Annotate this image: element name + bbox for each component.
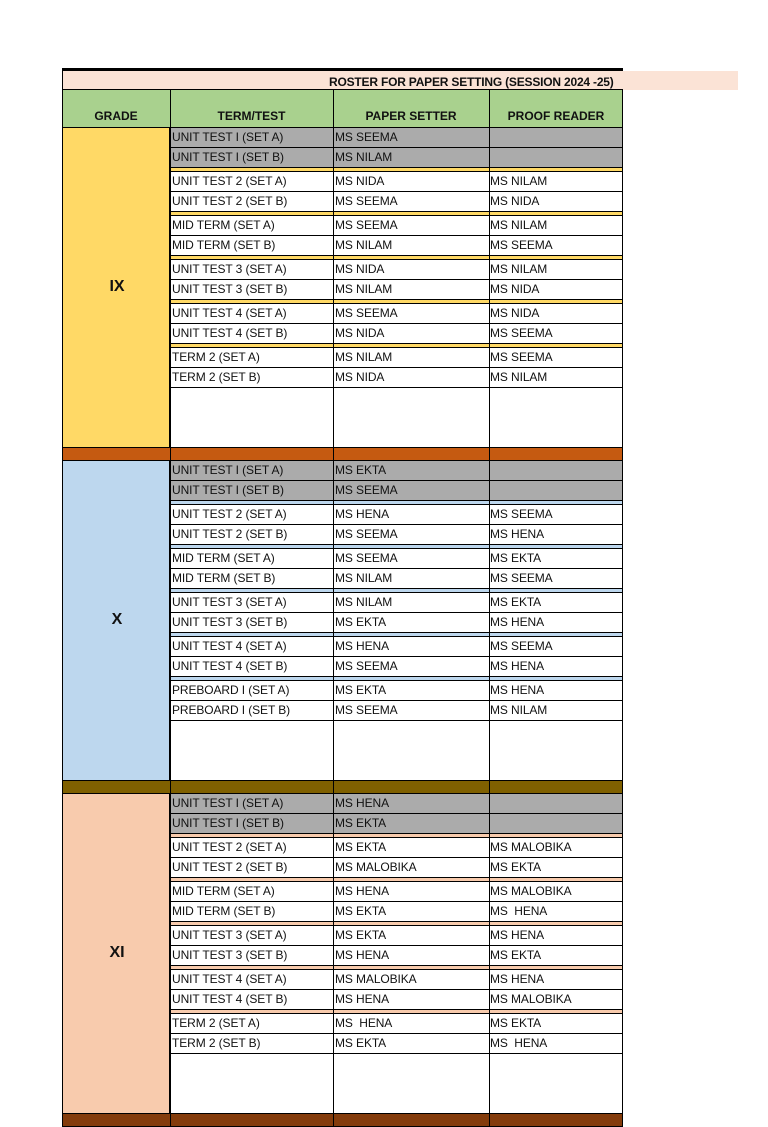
term-cell: UNIT TEST 2 (SET B) xyxy=(172,194,288,208)
grade-term-divider xyxy=(170,89,172,1127)
paper-setter-cell: MS EKTA xyxy=(335,463,387,477)
term-cell: UNIT TEST 2 (SET A) xyxy=(172,507,287,521)
table-row xyxy=(170,172,623,192)
term-cell: UNIT TEST 3 (SET B) xyxy=(172,948,288,962)
proof-reader-cell: MS MALOBIKA xyxy=(490,840,572,854)
grade-label: IX xyxy=(109,277,125,295)
paper-setter-cell: MS SEEMA xyxy=(335,527,398,541)
column-header-proof-reader: PROOF READER xyxy=(507,109,605,123)
table-row xyxy=(170,681,623,701)
paper-setter-cell: MS NILAM xyxy=(335,350,393,364)
term-cell: UNIT TEST 3 (SET A) xyxy=(172,595,287,609)
proof-reader-cell: MS MALOBIKA xyxy=(490,992,572,1006)
term-cell: UNIT TEST I (SET A) xyxy=(172,796,284,810)
proof-reader-cell: MS NILAM xyxy=(490,218,548,232)
table-row xyxy=(170,946,623,966)
table-row xyxy=(170,593,623,613)
proof-reader-cell: MS HENA xyxy=(490,972,544,986)
roster-title: ROSTER FOR PAPER SETTING (SESSION 2024 -25) xyxy=(329,75,614,89)
paper-setter-cell: MS SEEMA xyxy=(335,130,398,144)
term-cell: UNIT TEST 3 (SET A) xyxy=(172,928,287,942)
term-cell: MID TERM (SET A) xyxy=(172,218,275,232)
proof-reader-cell: MS SEEMA xyxy=(490,326,553,340)
paper-setter-cell: MS EKTA xyxy=(335,816,387,830)
table-row xyxy=(170,990,623,1010)
term-cell: TERM 2 (SET B) xyxy=(172,370,261,384)
term-cell: UNIT TEST I (SET B) xyxy=(172,150,284,164)
table-row xyxy=(170,280,623,300)
term-cell: UNIT TEST 4 (SET A) xyxy=(172,639,287,653)
paper-setter-cell: MS EKTA xyxy=(335,904,387,918)
table-row xyxy=(170,481,623,501)
proof-reader-cell: MS NIDA xyxy=(490,282,540,296)
paper-setter-cell: MS NIDA xyxy=(335,262,385,276)
paper-setter-cell: MS SEEMA xyxy=(335,194,398,208)
header-row xyxy=(62,89,623,128)
paper-setter-cell: MS EKTA xyxy=(335,928,387,942)
term-cell: UNIT TEST 2 (SET A) xyxy=(172,840,287,854)
roster-sheet xyxy=(62,68,623,1050)
paper-setter-cell: MS NILAM xyxy=(335,571,393,585)
column-header-paper-setter: PAPER SETTER xyxy=(365,109,457,123)
proof-reader-cell: MS EKTA xyxy=(490,1016,542,1030)
table-row xyxy=(170,525,623,545)
term-cell: PREBOARD I (SET B) xyxy=(172,703,291,717)
paper-setter-cell: MS SEEMA xyxy=(335,483,398,497)
table-row xyxy=(170,657,623,677)
title-bar xyxy=(62,71,738,90)
setter-reader-divider xyxy=(489,89,491,1127)
paper-setter-cell: MS HENA xyxy=(335,948,389,962)
paper-setter-cell: MS HENA xyxy=(335,1016,393,1030)
paper-setter-cell: MS SEEMA xyxy=(335,551,398,565)
proof-reader-cell: MS SEEMA xyxy=(490,507,553,521)
term-cell: UNIT TEST 2 (SET B) xyxy=(172,860,288,874)
table-row xyxy=(170,1014,623,1034)
table-row xyxy=(170,505,623,525)
term-cell: UNIT TEST I (SET A) xyxy=(172,463,284,477)
proof-reader-cell: MS EKTA xyxy=(490,551,542,565)
term-cell: UNIT TEST 4 (SET A) xyxy=(172,306,287,320)
term-cell: MID TERM (SET A) xyxy=(172,884,275,898)
term-cell: MID TERM (SET B) xyxy=(172,571,276,585)
grade-separator xyxy=(62,780,623,794)
term-cell: UNIT TEST I (SET B) xyxy=(172,816,284,830)
term-cell: UNIT TEST 3 (SET B) xyxy=(172,615,288,629)
term-cell: UNIT TEST I (SET B) xyxy=(172,483,284,497)
term-cell: UNIT TEST 2 (SET A) xyxy=(172,174,287,188)
term-cell: UNIT TEST 4 (SET B) xyxy=(172,992,288,1006)
term-cell: UNIT TEST I (SET A) xyxy=(172,130,284,144)
table-row xyxy=(170,128,623,148)
paper-setter-cell: MS NIDA xyxy=(335,370,385,384)
table-row xyxy=(170,1034,623,1054)
table-row xyxy=(170,970,623,990)
proof-reader-cell: MS NILAM xyxy=(490,174,548,188)
table-row xyxy=(170,926,623,946)
table-row xyxy=(170,613,623,633)
proof-reader-cell: MS HENA xyxy=(490,659,544,673)
term-cell: UNIT TEST 2 (SET B) xyxy=(172,527,288,541)
table-row xyxy=(170,637,623,657)
proof-reader-cell: MS SEEMA xyxy=(490,639,553,653)
proof-reader-cell: MS SEEMA xyxy=(490,571,553,585)
proof-reader-cell: MS HENA xyxy=(490,904,548,918)
paper-setter-cell: MS EKTA xyxy=(335,615,387,629)
paper-setter-cell: MS EKTA xyxy=(335,683,387,697)
paper-setter-cell: MS NILAM xyxy=(335,238,393,252)
table-row xyxy=(170,192,623,212)
paper-setter-cell: MS MALOBIKA xyxy=(335,972,417,986)
proof-reader-cell: MS EKTA xyxy=(490,948,542,962)
paper-setter-cell: MS NILAM xyxy=(335,595,393,609)
term-cell: TERM 2 (SET A) xyxy=(172,350,260,364)
proof-reader-cell: MS HENA xyxy=(490,527,544,541)
term-cell: UNIT TEST 3 (SET B) xyxy=(172,282,288,296)
table-row xyxy=(170,304,623,324)
table-row xyxy=(170,549,623,569)
term-cell: UNIT TEST 3 (SET A) xyxy=(172,262,287,276)
term-cell: TERM 2 (SET B) xyxy=(172,1036,261,1050)
table-row xyxy=(170,569,623,589)
proof-reader-cell: MS EKTA xyxy=(490,595,542,609)
term-cell: MID TERM (SET A) xyxy=(172,551,275,565)
table-row xyxy=(170,260,623,280)
table-row xyxy=(170,368,623,388)
term-cell: MID TERM (SET B) xyxy=(172,904,276,918)
grade-cell-xi xyxy=(62,794,170,1113)
table-row xyxy=(170,882,623,902)
grade-separator xyxy=(62,447,623,461)
paper-setter-cell: MS SEEMA xyxy=(335,659,398,673)
column-header-grade: GRADE xyxy=(94,109,138,123)
grade-separator xyxy=(62,1113,623,1127)
proof-reader-cell: MS SEEMA xyxy=(490,350,553,364)
table-row xyxy=(170,794,623,814)
right-border xyxy=(622,89,624,1127)
term-cell: PREBOARD I (SET A) xyxy=(172,683,290,697)
proof-reader-cell: MS NILAM xyxy=(490,262,548,276)
proof-reader-cell: MS SEEMA xyxy=(490,238,553,252)
proof-reader-cell: MS HENA xyxy=(490,683,544,697)
paper-setter-cell: MS HENA xyxy=(335,992,389,1006)
paper-setter-cell: MS NIDA xyxy=(335,174,385,188)
paper-setter-cell: MS HENA xyxy=(335,884,389,898)
paper-setter-cell: MS EKTA xyxy=(335,840,387,854)
proof-reader-cell: MS HENA xyxy=(490,1036,548,1050)
table-row xyxy=(170,814,623,834)
table-row xyxy=(170,902,623,922)
paper-setter-cell: MS EKTA xyxy=(335,1036,387,1050)
proof-reader-cell: MS EKTA xyxy=(490,860,542,874)
proof-reader-cell: MS NIDA xyxy=(490,194,540,208)
paper-setter-cell: MS SEEMA xyxy=(335,218,398,232)
table-row xyxy=(170,701,623,721)
grade-label: XI xyxy=(109,943,125,961)
paper-setter-cell: MS HENA xyxy=(335,507,389,521)
paper-setter-cell: MS NIDA xyxy=(335,326,385,340)
table-row xyxy=(170,216,623,236)
grade-cell-x xyxy=(62,461,170,780)
paper-setter-cell: MS MALOBIKA xyxy=(335,860,417,874)
grade-cell-ix xyxy=(62,128,170,447)
term-cell: UNIT TEST 4 (SET B) xyxy=(172,659,288,673)
paper-setter-cell: MS HENA xyxy=(335,639,389,653)
term-setter-divider xyxy=(333,89,335,1127)
paper-setter-cell: MS SEEMA xyxy=(335,703,398,717)
paper-setter-cell: MS SEEMA xyxy=(335,306,398,320)
term-cell: TERM 2 (SET A) xyxy=(172,1016,260,1030)
term-cell: MID TERM (SET B) xyxy=(172,238,276,252)
proof-reader-cell: MS HENA xyxy=(490,928,544,942)
grade-label: X xyxy=(111,610,123,628)
proof-reader-cell: MS NIDA xyxy=(490,306,540,320)
table-row xyxy=(170,148,623,168)
paper-setter-cell: MS NILAM xyxy=(335,150,393,164)
table-row xyxy=(170,236,623,256)
term-cell: UNIT TEST 4 (SET A) xyxy=(172,972,287,986)
term-cell: UNIT TEST 4 (SET B) xyxy=(172,326,288,340)
paper-setter-cell: MS NILAM xyxy=(335,282,393,296)
left-border xyxy=(62,89,64,1127)
proof-reader-cell: MS MALOBIKA xyxy=(490,884,572,898)
proof-reader-cell: MS NILAM xyxy=(490,703,548,717)
table-row xyxy=(170,324,623,344)
paper-setter-cell: MS HENA xyxy=(335,796,389,810)
table-row xyxy=(170,461,623,481)
column-header-term: TERM/TEST xyxy=(217,109,286,123)
proof-reader-cell: MS HENA xyxy=(490,615,544,629)
table-row xyxy=(170,348,623,368)
proof-reader-cell: MS NILAM xyxy=(490,370,548,384)
table-row xyxy=(170,838,623,858)
table-row xyxy=(170,858,623,878)
